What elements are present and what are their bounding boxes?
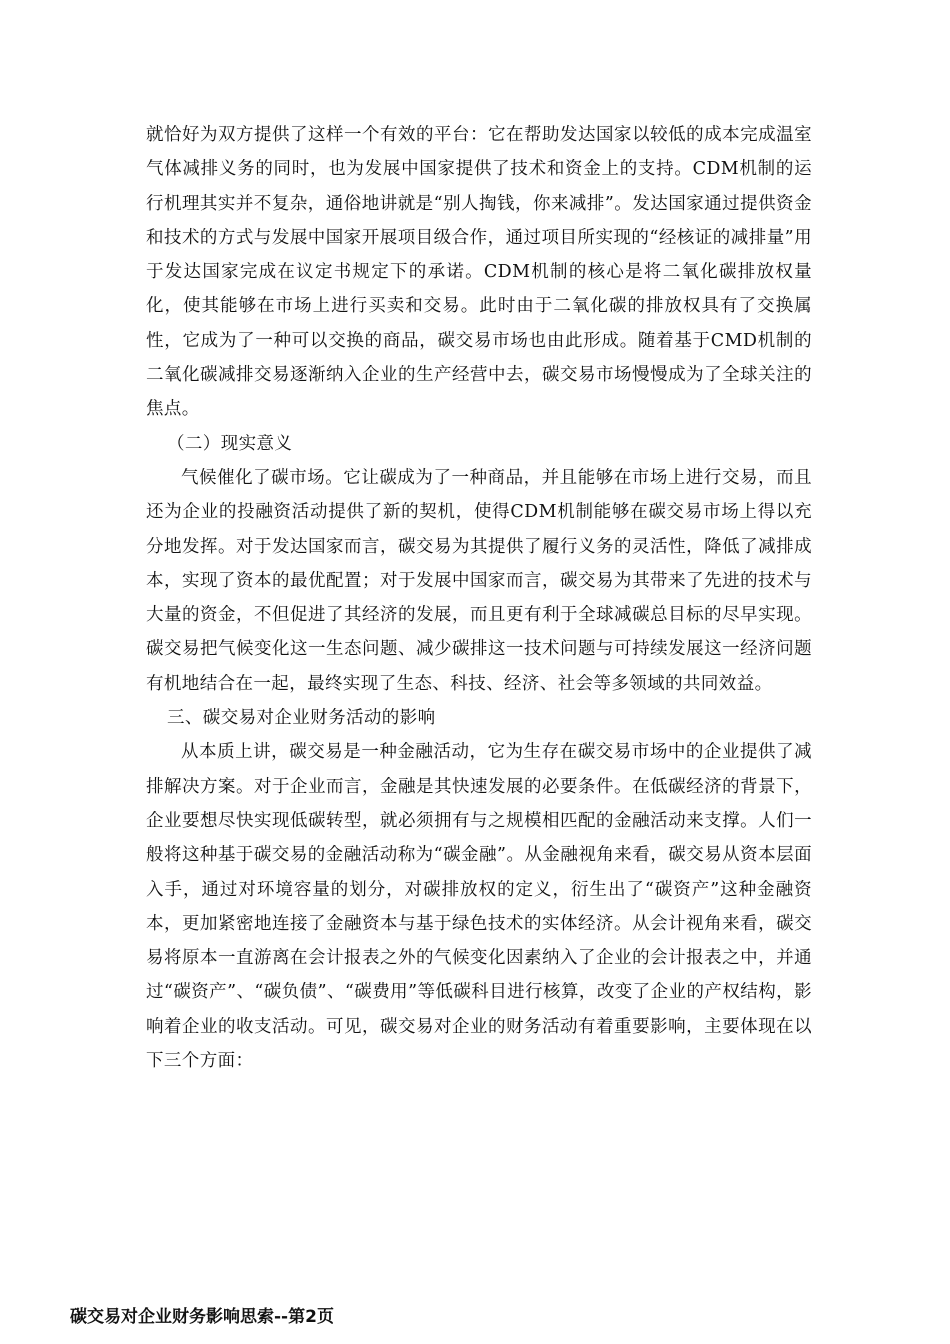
document-body xyxy=(146,118,812,1078)
section-heading-practical-significance: （二）现实意义 xyxy=(167,433,293,454)
paragraph-climate-market: 气候催化了碳市场。它让碳成为了一种商品，并且能够在市场上进行交易，而且还为企业的投融资活动提供了新的契机，使得CDM机制能够在碳交易市场上得以充分地发挥。对于发达国家而言，碳交易为其提供了履行义务的灵活性，降低了减排成本，实现了资本的最优配置；对于发展中国家而言，碳交易为其带来了先进的技术与大量的资金，不但促进了其经济的发展，而且更有利于全球减碳总目标的尽早实现。碳交易把气候变化这一生态问题、减少碳排这一技术问题与可持续发展这一经济问题有机地结合在一起，最终实现了生态、科技、经济、社会等多领域的共同效益。 xyxy=(146,467,812,694)
page-footer: 碳交易对企业财务影响思索--第2页 xyxy=(70,1307,334,1327)
paragraph-carbon-finance: 从本质上讲，碳交易是一种金融活动，它为生存在碳交易市场中的企业提供了减排解决方案。对于企业而言，金融是其快速发展的必要条件。在低碳经济的背景下，企业要想尽快实现低碳转型，就必须拥有与之规模相匹配的金融活动来支撑。人们一般将这种基于碳交易的金融活动称为“碳金融”。从金融视角来看，碳交易从资本层面入手，通过对环境容量的划分，对碳排放权的定义，衍生出了“碳资产”这种金融资本，更加紧密地连接了金融资本与基于绿色技术的实体经济。从会计视角来看，碳交易将原本一直游离在会计报表之外的气候变化因素纳入了企业的会计报表之中，并通过“碳资产”、“碳负债”、“碳费用”等低碳科目进行核算，改变了企业的产权结构，影响着企业的收支活动。可见，碳交易对企业的财务活动有着重要影响，主要体现在以下三个方面： xyxy=(146,742,812,1072)
paragraph-cdm-platform: 就恰好为双方提供了这样一个有效的平台：它在帮助发达国家以较低的成本完成温室气体减排义务的同时，也为发展中国家提供了技术和资金上的支持。CDM机制的运行机理其实并不复杂，通俗地讲就是“别人掏钱，你来减排”。发达国家通过提供资金和技术的方式与发展中国家开展项目级合作，通过项目所实现的“经核证的减排量”用于发达国家完成在议定书规定下的承诺。CDM机制的核心是将二氧化碳排放权量化，使其能够在市场上进行买卖和交易。此时由于二氧化碳的排放权具有了交换属性，它成为了一种可以交换的商品，碳交易市场也由此形成。随着基于CMD机制的二氧化碳减排交易逐渐纳入企业的生产经营中去，碳交易市场慢慢成为了全球关注的焦点。 xyxy=(146,125,812,420)
section-heading-financial-impact: 三、碳交易对企业财务活动的影响 xyxy=(167,708,436,729)
